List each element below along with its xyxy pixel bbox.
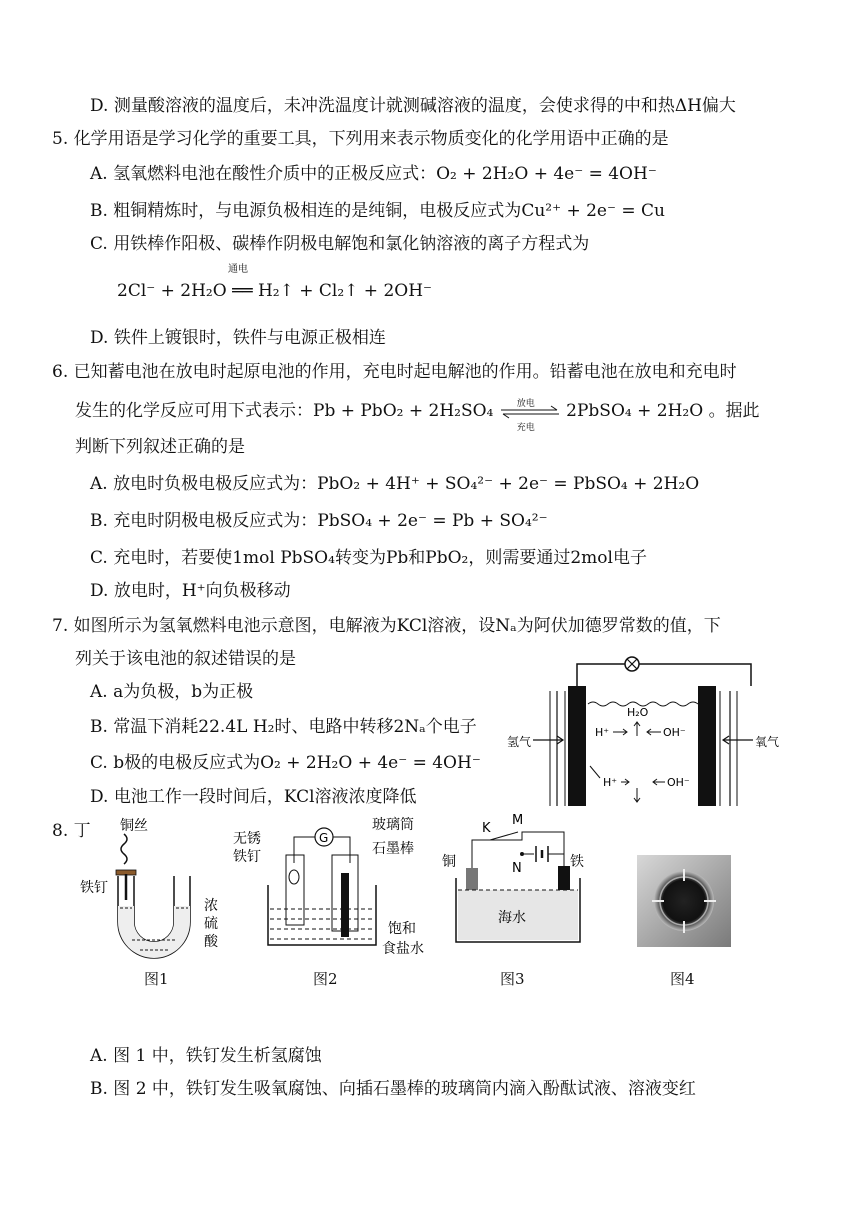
fig1-copper-wire-label: 铜丝 xyxy=(120,818,148,834)
q5-option-d: D. 铁件上镀银时，铁件与电源正极相连 xyxy=(90,328,386,348)
q6-option-b xyxy=(90,510,548,532)
fuel-cell-diagram xyxy=(505,646,785,811)
fig2-saltwater-label-2: 食盐水 xyxy=(382,941,424,957)
electrode-b xyxy=(698,686,716,806)
fig2-glass-tube-label: 玻璃筒 xyxy=(372,817,414,833)
q5-a-equation: O₂ + 2H₂O + 4e⁻ = 4OH⁻ xyxy=(436,164,657,184)
figure-3-seawater xyxy=(442,810,602,950)
q7-stem-line1: 7. 如图所示为氢氧燃料电池示意图，电解液为KCl溶液，设Nₐ为阿伏加德罗常数的值，下 xyxy=(52,616,721,636)
oh-minus-label-bottom: OH⁻ xyxy=(667,776,690,789)
h2-label: 氢气 xyxy=(507,735,532,749)
h-plus-label-bottom: H⁺ xyxy=(603,776,618,789)
electrode-a xyxy=(568,686,586,806)
q6-reversible-arrow xyxy=(499,398,561,433)
q6-equation-right: 2PbSO₄ + 2H₂O xyxy=(566,401,704,421)
galvanometer-label: G xyxy=(319,831,329,845)
q7-option-d: D. 电池工作一段时间后，KCl溶液浓度降低 xyxy=(90,787,417,807)
fig2-nail-label-2: 铁钉 xyxy=(233,849,261,865)
q6-option-c: C. 充电时，若要使1mol PbSO₄转变为Pb和PbO₂，则需要通过2mol电子 xyxy=(90,548,647,568)
q6-stem-line1: 6. 已知蓄电池在放电时起原电池的作用，充电时起电解池的作用。铅蓄电池在放电和充电时 xyxy=(52,362,737,382)
figure-1-u-tube xyxy=(80,812,240,962)
fig2-saltwater-label-1: 饱和 xyxy=(388,921,416,937)
fig3-switch-m-label: M xyxy=(512,813,524,828)
q8-stem: 8. 丁 xyxy=(52,821,91,841)
figure-4-label: 图4 xyxy=(670,970,695,988)
figure-3-label: 图3 xyxy=(500,970,525,988)
q6-option-a xyxy=(90,473,699,495)
q6-a-text: A. 放电时负极电极反应式为： xyxy=(90,474,318,494)
q7-option-a: A. a为负极，b为正极 xyxy=(90,682,254,702)
q5-b-text: B. 粗铜精炼时，与电源负极相连的是纯铜，电极反应式为 xyxy=(90,201,522,221)
q4-option-d: D. 测量酸溶液的温度后，未冲洗温度计就测碱溶液的温度，会使求得的中和热ΔH偏大 xyxy=(90,96,736,116)
figure-4-photo xyxy=(637,855,731,947)
u-tube-inner xyxy=(134,876,174,942)
q6-arrow-bottom-label: 充电 xyxy=(516,422,535,433)
q8-option-a: A. 图 1 中，铁钉发生析氢腐蚀 xyxy=(90,1046,322,1066)
q6-stem-suffix: 。据此 xyxy=(708,401,760,421)
q5-c-condition: 通电 xyxy=(228,264,248,275)
fig1-acid-label-3: 酸 xyxy=(204,934,218,950)
acid-fill xyxy=(118,906,190,958)
q6-stem-line2 xyxy=(75,398,760,433)
q5-a-text: A. 氢氧燃料电池在酸性介质中的正极反应式： xyxy=(90,164,437,184)
q6-option-d: D. 放电时，H⁺向负极移动 xyxy=(90,581,291,601)
circuit-wire xyxy=(577,664,751,686)
q5-option-c: C. 用铁棒作阳极、碳棒作阴极电解饱和氯化钠溶液的离子方程式为 xyxy=(90,234,590,254)
fig3-seawater-label: 海水 xyxy=(498,910,526,926)
q6-equation-left: Pb + PbO₂ + 2H₂SO₄ xyxy=(313,401,494,421)
fig3-iron-label: 铁 xyxy=(570,854,584,870)
q6-arrow-top-label: 放电 xyxy=(516,398,535,409)
beaker xyxy=(268,885,376,945)
figure-2-beaker xyxy=(228,815,443,963)
fig1-iron-nail-label: 铁钉 xyxy=(80,880,108,896)
q7-option-c xyxy=(90,752,481,774)
q8-option-b: B. 图 2 中，铁钉发生吸氧腐蚀、向插石墨棒的玻璃筒内滴入酚酞试液、溶液变红 xyxy=(90,1079,696,1099)
q6-b-text: B. 充电时阴极电极反应式为： xyxy=(90,511,318,531)
fig3-switch-n-label: N xyxy=(512,861,522,876)
q7-c-equation: O₂ + 2H₂O + 4e⁻ = 4OH⁻ xyxy=(260,753,481,773)
q6-b-equation: PbSO₄ + 2e⁻ = Pb + SO₄²⁻ xyxy=(317,511,548,531)
o2-label: 氧气 xyxy=(755,735,780,749)
figure-2-label: 图2 xyxy=(313,970,338,988)
q7-option-b: B. 常温下消耗22.4L H₂时、电路中转移2Nₐ个电子 xyxy=(90,717,477,737)
fig2-nail-label-1: 无锈 xyxy=(233,831,261,847)
iron-nail-icon xyxy=(289,870,299,884)
fig2-graphite-label: 石墨棒 xyxy=(372,841,414,857)
q7-c-text: C. b极的电极反应式为 xyxy=(90,753,261,773)
q5-option-b xyxy=(90,200,665,222)
copper-wire-icon xyxy=(121,834,127,864)
fig3-switch-k-label: K xyxy=(482,821,491,836)
q5-b-equation: Cu²⁺ + 2e⁻ = Cu xyxy=(521,201,665,221)
fig3-copper-label: 铜 xyxy=(442,854,456,870)
q5-stem: 5. 化学用语是学习化学的重要工具，下列用来表示物质变化的化学用语中正确的是 xyxy=(52,129,669,149)
switch-k-icon xyxy=(490,832,518,840)
q5-c-equation: 2Cl⁻ + 2H₂O ══ H₂↑ + Cl₂↑ + 2OH⁻ xyxy=(117,281,432,301)
q6-stem-prefix: 发生的化学反应可用下式表示： xyxy=(75,401,313,421)
oh-minus-label-top: OH⁻ xyxy=(663,726,686,739)
q5-option-a xyxy=(90,163,657,185)
figure-1-label: 图1 xyxy=(144,970,169,988)
q7-stem-line2: 列关于该电池的叙述错误的是 xyxy=(75,649,296,669)
water-label: H₂O xyxy=(627,706,649,719)
q6-a-equation: PbO₂ + 4H⁺ + SO₄²⁻ + 2e⁻ = PbSO₄ + 2H₂O xyxy=(317,474,700,494)
h-plus-label-top: H⁺ xyxy=(595,726,610,739)
left-glass-tube xyxy=(286,855,304,925)
fig1-acid-label-1: 浓 xyxy=(204,898,218,914)
graphite-rod-icon xyxy=(341,873,349,937)
q6-stem-line3: 判断下列叙述正确的是 xyxy=(75,437,245,457)
fig1-acid-label-2: 硫 xyxy=(204,916,218,932)
